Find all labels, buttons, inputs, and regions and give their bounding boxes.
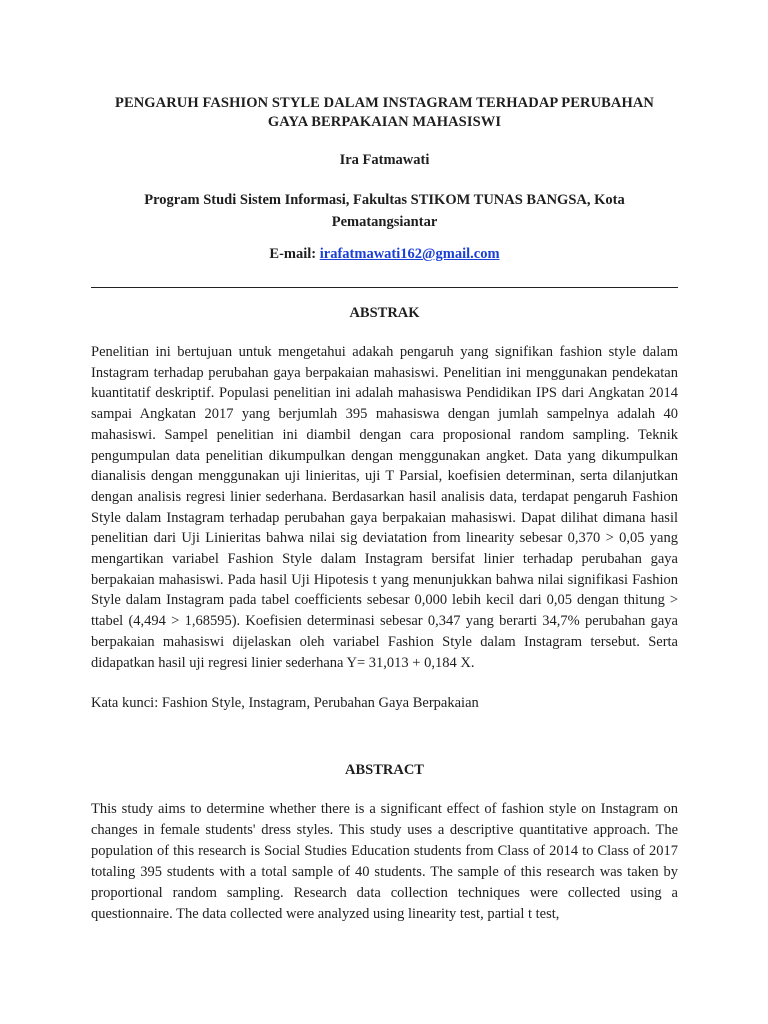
affiliation-line-1: Program Studi Sistem Informasi, Fakultas STIKOM TUNAS BANGSA, Kota [144, 192, 625, 208]
author-name: Ira Fatmawati [339, 152, 430, 168]
email-label: E-mail: [269, 246, 317, 262]
email-link[interactable]: irafatmawati162@gmail.com [319, 246, 500, 262]
abstract-body: This study aims to determine whether there is a significant effect of fashion style on Instagram on changes in female students' dress styles. This study uses a descriptive quantitative approach. The population of this research is Social Studies Education students from Class of 2014 to Class of 2017 totaling 395 students with a total sample of 40 students. The sample of this research was taken by proportional random sampling. Research data collection techniques were collected using a questionnaire. The data collected were analyzed using linearity test, partial t test, [91, 801, 678, 923]
abstrak-body: Penelitian ini bertujuan untuk mengetahui adakah pengaruh yang signifikan fashion style dalam Instagram terhadap perubahan gaya berpakaian mahasiswi. Penelitian ini menggunakan pendekatan kuantitatif deskriptif. Populasi penelitian ini adalah mahasiswa Pendidikan IPS dari Angkatan 2014 sampai Angkatan 2017 yang berjumlah 395 mahasiswa dengan jumlah sampelnya adalah 40 mahasiswi. Sampel penelitian ini diambil dengan cara proposional random sampling. Teknik pengumpulan data penelitian dikumpulkan dengan menggunakan angket. Data yang dikumpulkan dianalisis dengan menggunakan uji linieritas, uji T Parsial, koefisien determinan, serta dilanjutkan dengan analisis regresi linier sederhana. Berdasarkan hasil analisis data, terdapat pengaruh Fashion Style dalam Instagram terhadap perubahan gaya berpakaian mahasiswi. Dapat dilihat dimana hasil penelitian dari Uji Linieritas bahwa nilai sig deviatation from linearity sebesar 0,370 > 0,05 yang mengartikan variabel Fashion Style dalam Instagram bersifat linier terhadap perubahan gaya berpakaian mahasiswi. Pada hasil Uji Hipotesis t yang menunjukkan bahwa nilai signifikasi Fashion Style dalam Instagram pada tabel coefficients sebesar 0,000 lebih kecil dari 0,05 dengan thitung > ttabel (4,494 > 1,68595). Koefisien determinasi sebesar 0,347 yang berarti 34,7% perubahan gaya berpakaian mahasiswi dijelaskan oleh variabel Fashion Style dalam Instagram tersebut. Serta didapatkan hasil uji regresi linier sederhana Y= 31,013 + 0,184 X. [91, 344, 678, 671]
abstract-heading: ABSTRACT [345, 762, 424, 779]
header-divider [91, 287, 678, 288]
paper-page [91, 0, 678, 925]
email-line [91, 245, 678, 264]
title-line-1: PENGARUH FASHION STYLE DALAM INSTAGRAM TERHADAP PERUBAHAN [114, 95, 655, 111]
paper-title [91, 94, 678, 132]
title-line-2: GAYA BERPAKAIAN MAHASISWI [267, 114, 502, 130]
keywords: Kata kunci: Fashion Style, Instagram, Perubahan Gaya Berpakaian [91, 695, 479, 712]
affiliation-line-2: Pematangsiantar [331, 214, 438, 230]
abstrak-heading: ABSTRAK [349, 305, 420, 321]
affiliation [91, 189, 678, 233]
